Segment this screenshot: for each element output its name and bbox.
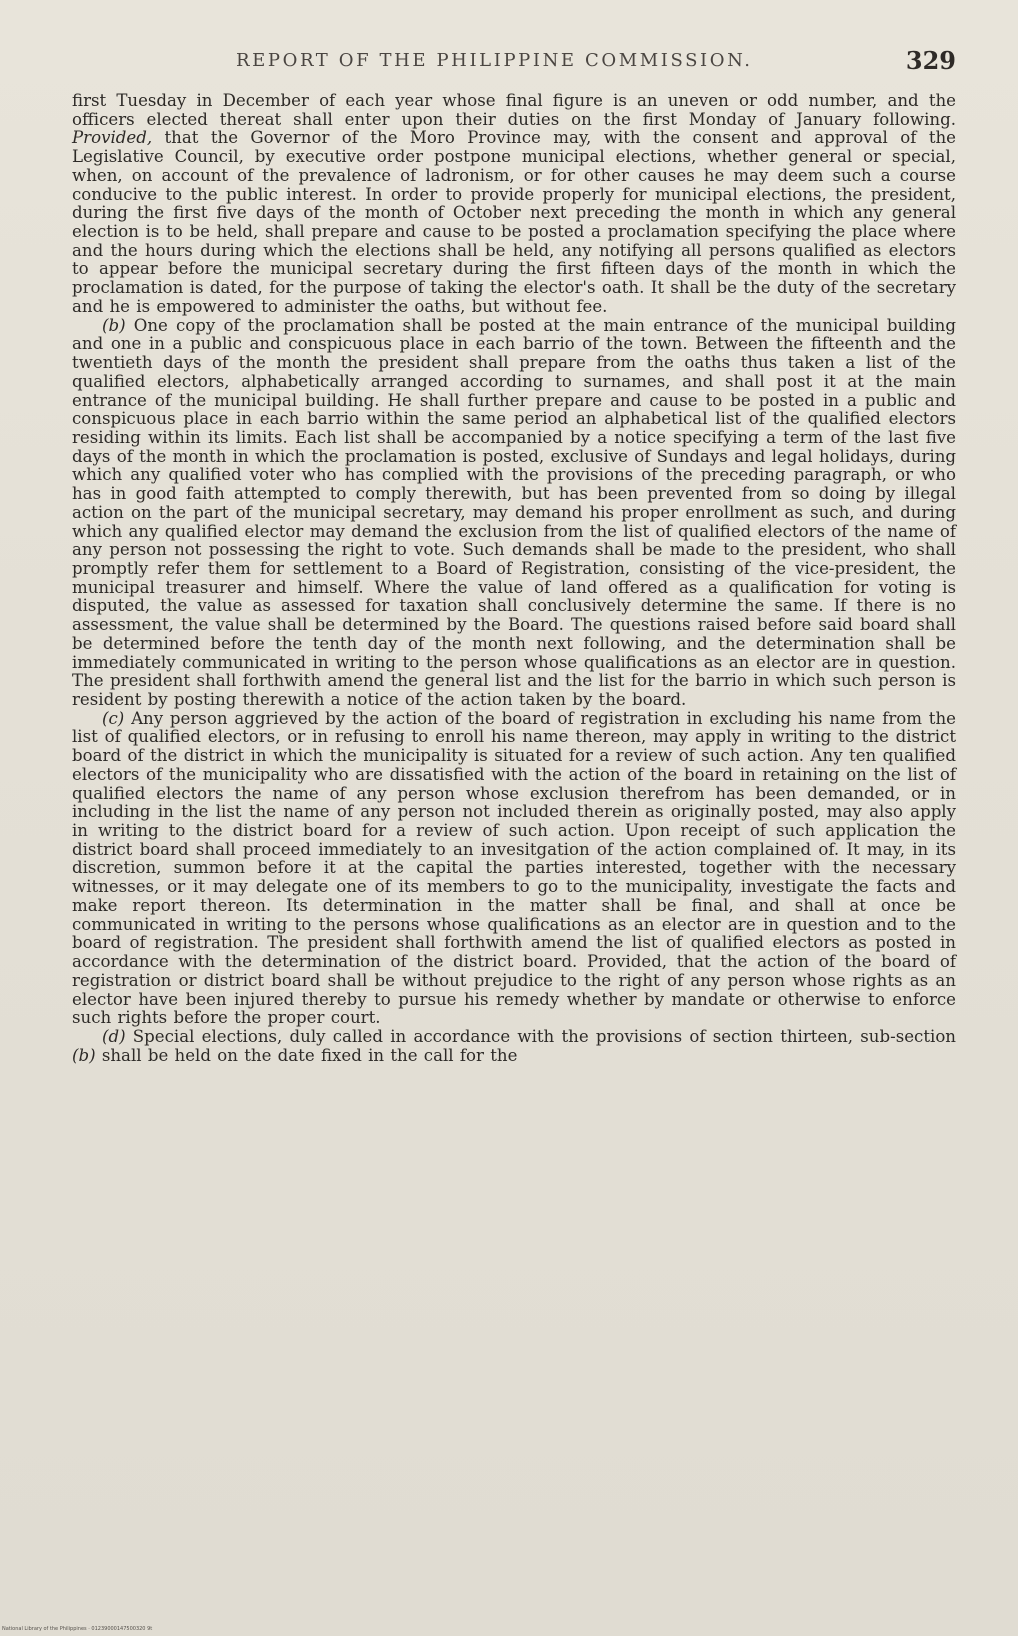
- paragraph-d-marker: (d): [102, 1026, 126, 1046]
- paragraph-d-subsection: (b): [72, 1045, 96, 1065]
- provided-italic: Provided,: [72, 128, 153, 148]
- paragraph-c-text: Any person aggrieved by the action of the board of registration in excluding his name from the list of qualified electors, or in refusing to enroll his name thereon, may apply in writing to the district board of the district in which the municipality is situated for a review of such action. Any ten qualified electors of the municipality who are dissatisfied with the action of the board in retaining on the list of qualified electors the name of any person whose exclusion therefrom has been demanded, or in including in the list the name of any person not included therein as originally posted, may also apply in writing to the district board for a review of such action. Upon receipt of such application the district board shall proceed immediately to an invesitgation of the action complained of. It may, in its discretion, summon before it at the capital the parties interested, together with the necessary witnesses, or it may delegate one of its members to go to the municipality, investigate the facts and make report thereon. Its determination in the matter shall be final, and shall at once be communicated in writing to the persons whose qualifications as an elector are in question and to the board of registration. The president shall forthwith amend the list of qualified electors as posted in accordance with the determination of the district board. Provided, that the action of the board of registration or district board shall be without prejudice to the right of any person whose rights as an elector have been injured thereby to pursue his remedy whether by mandate or otherwise to enforce such rights before the proper court.: [72, 708, 956, 1028]
- running-head: REPORT OF THE PHILIPPINE COMMISSION.: [236, 50, 753, 71]
- scan-footer: National Library of the Philippines · 01239000147500320 9t: [2, 1626, 153, 1632]
- page-header: [236, 46, 976, 78]
- paragraph-a-text-2: that the Governor of the Moro Province may, with the consent and approval of the Legislative Council, by executive order postpone municipal elections, whether general or special, when, on account of the prevalence of ladronism, or for other causes he may deem such a course conducive to the public interest. In order to provide properly for municipal elections, the president, during the first five days of the month of October next preceding the month in which any general election is to be held, shall prepare and cause to be posted a proclamation specifying the place where and the hours during which the elections shall be held, any notifying all persons qualified as electors to appear before the municipal secretary during the first fifteen days of the month in which the proclamation is dated, for the purpose of taking the elector's oath. It shall be the duty of the secretary and he is empowered to administer the oaths, but without fee.: [72, 128, 956, 316]
- paragraph-b-text: One copy of the proclamation shall be posted at the main entrance of the municipal building and one in a public and conspicuous place in each barrio of the town. Between the fifteenth and the twentieth days of the month the president shall prepare from the oaths thus taken a list of the qualified electors, alphabetically arranged according to surnames, and shall post it at the main entrance of the municipal building. He shall further prepare and cause to be posted in a public and conspicuous place in each barrio within the same period an alphabetical list of the qualified electors residing within its limits. Each list shall be accompanied by a notice specifying a term of the last five days of the month in which the proclamation is posted, exclusive of Sundays and legal holidays, during which any qualified voter who has complied with the provisions of the preceding paragraph, or who has in good faith attempted to comply therewith, but has been prevented from so doing by illegal action on the part of the municipal secretary, may demand his proper enrollment as such, and during which any qualified elector may demand the exclusion from the list of qualified electors of the name of any person not possessing the right to vote. Such demands shall be made to the president, who shall promptly refer them for settlement to a Board of Registration, consisting of the vice-president, the municipal treasurer and himself. Where the value of land offered as a qualification for voting is disputed, the value as assessed for taxation shall conclusively determine the same. If there is no assessment, the value shall be determined by the Board. The questions raised before said board shall be determined before the tenth day of the month next following, and the determination shall be immediately communicated in writing to the person whose qualifications as an elector are in question. The president shall forthwith amend the general list and the list for the barrio in which such person is resident by posting therewith a notice of the action taken by the board.: [72, 315, 956, 709]
- paragraph-c: [72, 710, 956, 1028]
- page-number: 329: [905, 46, 956, 75]
- paragraph-c-marker: (c): [102, 708, 125, 728]
- paragraph-b-marker: (b): [102, 315, 126, 335]
- body-text: [72, 92, 956, 1065]
- paragraph-a-text-1: first Tuesday in December of each year whose final figure is an uneven or odd number, and the officers elected thereat shall enter upon their duties on the first Monday of January following.: [72, 91, 956, 129]
- paragraph-d-text-1: Special elections, duly called in accordance with the provisions of section thirteen, sub-section: [125, 1026, 956, 1046]
- paragraph-d: [72, 1028, 956, 1065]
- paragraph-d-text-2: shall be held on the date fixed in the call for the: [95, 1045, 518, 1065]
- paragraph-a: [72, 92, 956, 317]
- paragraph-b: [72, 317, 956, 710]
